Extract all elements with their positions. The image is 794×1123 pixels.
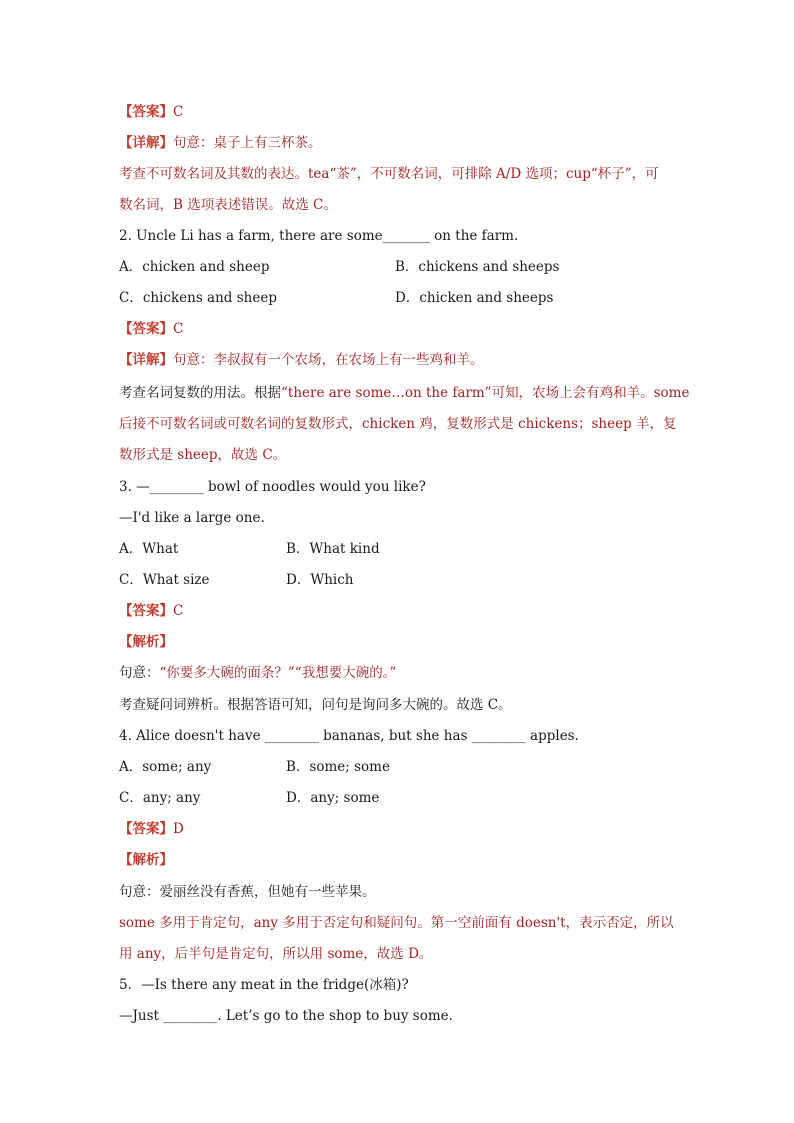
- answer-label: 【答案】: [119, 104, 173, 120]
- q1-answer-line: [119, 102, 183, 122]
- answer-label: 【答案】: [119, 821, 173, 837]
- q3-meaning-text: “你要多大碗的面条？”“我想要大碗的。”: [159, 665, 397, 681]
- q5-stem: 5．—Is there any meat in the fridge(冰箱)?: [119, 977, 409, 993]
- q4-options-row-2: [119, 788, 380, 808]
- q2-detail: 句意：李叔叔有一个农场，在农场上有一些鸡和羊。: [173, 352, 484, 368]
- q3-options-row-1: [119, 539, 380, 559]
- detail-label: 【详解】: [119, 135, 173, 151]
- detail-label: 【详解】: [119, 352, 173, 368]
- q3-option-d: D．Which: [286, 572, 354, 588]
- q4-options-row-1: [119, 757, 390, 777]
- q3-reply: —I'd like a large one.: [119, 510, 265, 526]
- q4-explanation-2: 用 any，后半句是肯定句，所以用 some，故选 D。: [119, 946, 433, 962]
- q2-options-row-1: [119, 257, 560, 277]
- q3-answer: C: [173, 603, 184, 619]
- q2-detail-line: [119, 350, 484, 370]
- q2-explanation-1b: “there are some…on the farm”可知，农场上会有鸡和羊。some: [281, 385, 690, 401]
- q4-answer-line: [119, 819, 184, 839]
- q3-answer-line: [119, 601, 183, 621]
- q4-answer: D: [173, 821, 184, 837]
- q4-option-a: A．some; any: [119, 759, 212, 775]
- q5-reply: —Just ________. Let’s go to the shop to buy some.: [119, 1008, 453, 1024]
- q1-explanation-1: 考查不可数名词及其数的表达。tea“茶”，不可数名词，可排除 A/D 选项；cup“杯子”，可: [119, 166, 659, 182]
- q2-explanation-1: [119, 383, 689, 403]
- analysis-label: 【解析】: [119, 852, 173, 868]
- q2-option-c: C．chickens and sheep: [119, 290, 277, 306]
- q1-answer: C: [173, 104, 184, 120]
- q3-option-b: B．What kind: [286, 541, 380, 557]
- q2-answer: C: [173, 321, 184, 337]
- q4-option-c: C．any; any: [119, 790, 201, 806]
- q2-explanation-3: 数形式是 sheep，故选 C。: [119, 447, 287, 463]
- q3-meaning: [119, 663, 396, 683]
- q2-explanation-1a: 考查名词复数的用法。根据: [119, 385, 281, 401]
- q1-detail-line: [119, 133, 322, 153]
- q3-meaning-label: 句意：: [119, 665, 160, 681]
- q1-explanation-2: 数名词，B 选项表述错误。故选 C。: [119, 197, 337, 213]
- q3-explanation: 考查疑问词辨析。根据答语可知，问句是询问多大碗的。故选 C。: [119, 697, 512, 713]
- q2-stem: 2. Uncle Li has a farm, there are some_______ on the farm.: [119, 228, 519, 244]
- analysis-label: 【解析】: [119, 634, 173, 650]
- q3-options-row-2: [119, 570, 354, 590]
- q2-option-d: D．chicken and sheeps: [395, 290, 554, 306]
- q4-explanation-1: some 多用于肯定句，any 多用于否定句和疑问句。第一空前面有 doesn't，表示否定，所以: [119, 915, 674, 931]
- q2-explanation-2: 后接不可数名词或可数名词的复数形式，chicken 鸡，复数形式是 chickens；sheep 羊，复: [119, 416, 677, 432]
- q4-analysis-label: [119, 850, 173, 870]
- q2-answer-line: [119, 319, 183, 339]
- q1-detail: 句意：桌子上有三杯茶。: [173, 135, 322, 151]
- answer-label: 【答案】: [119, 321, 173, 337]
- q4-meaning: 句意：爱丽丝没有香蕉，但她有一些苹果。: [119, 884, 376, 900]
- q4-stem: 4. Alice doesn't have ________ bananas, but she has ________ apples.: [119, 728, 579, 744]
- q2-option-a: A．chicken and sheep: [119, 259, 270, 275]
- q3-option-a: A．What: [119, 541, 179, 557]
- q2-options-row-2: [119, 288, 554, 308]
- answer-label: 【答案】: [119, 603, 173, 619]
- q3-stem: 3. —________ bowl of noodles would you like?: [119, 479, 426, 495]
- q4-option-b: B．some; some: [286, 759, 390, 775]
- q3-option-c: C．What size: [119, 572, 210, 588]
- q3-analysis-label: [119, 632, 173, 652]
- q2-option-b: B．chickens and sheeps: [395, 259, 560, 275]
- q4-option-d: D．any; some: [286, 790, 380, 806]
